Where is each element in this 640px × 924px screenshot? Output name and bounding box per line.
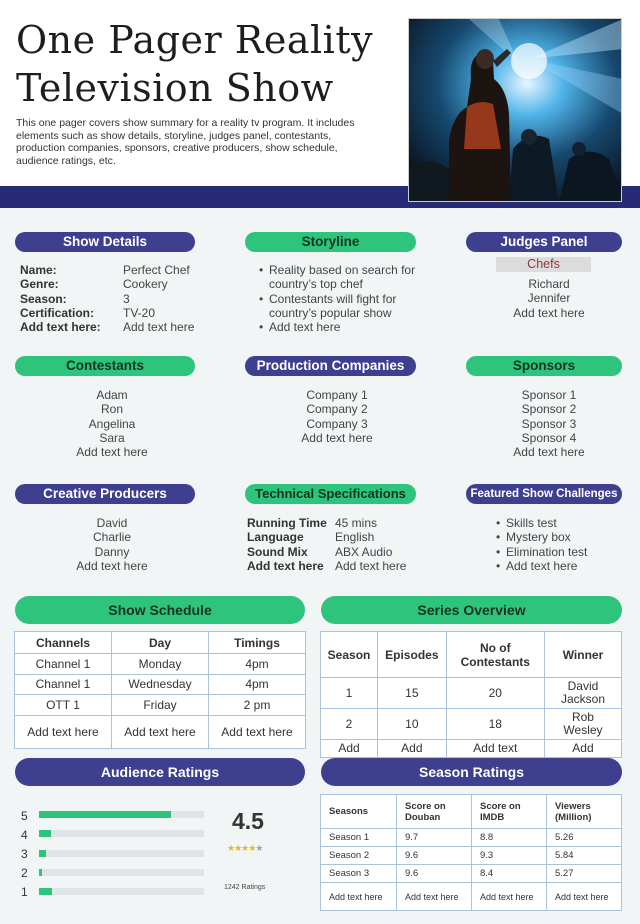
audience-heading: Audience Ratings	[15, 758, 305, 786]
detail-row: Add text here: Add text here	[20, 320, 195, 335]
table-row: Season 1 9.7 8.8 5.26	[321, 829, 622, 847]
list-item: Add text here	[76, 558, 148, 573]
schedule-table	[14, 631, 306, 749]
rating-bar-track	[39, 830, 204, 837]
creative-heading: Creative Producers	[15, 484, 195, 504]
table-row: OTT 1 Friday 2 pm	[15, 695, 306, 716]
list-item: Jennifer	[527, 291, 571, 306]
list-item: Add text here	[76, 445, 148, 460]
table-header: Channels Day Timings	[15, 632, 306, 654]
rating-label: 3	[21, 847, 28, 861]
star-icon: ★	[248, 843, 256, 853]
rating-bar-fill	[39, 850, 46, 857]
list-item: • Add text here	[259, 320, 419, 334]
spec-row: Running Time 45 mins	[247, 516, 378, 530]
rating-bar-fill	[39, 888, 52, 895]
list-item: Ron	[100, 402, 123, 417]
list-item: Company 2	[306, 402, 368, 417]
table-header: Season Episodes No of Contestants Winner	[321, 632, 622, 678]
rating-bar-track	[39, 850, 204, 857]
spec-row: Language English	[247, 530, 375, 545]
table-row: Channel 1 Wednesday 4pm	[15, 674, 306, 695]
star-icon: ★	[255, 843, 263, 853]
rating-bar-fill	[39, 811, 171, 818]
list-item: Company 1	[306, 388, 368, 402]
concert-performer-photo	[408, 18, 622, 202]
storyline-list	[259, 263, 419, 334]
rating-label: 5	[21, 809, 28, 823]
sponsors-list	[466, 388, 632, 459]
rating-bar-fill	[39, 830, 51, 837]
table-row: Channel 1 Monday 4pm	[15, 654, 306, 675]
rating-bar-track	[39, 888, 204, 895]
detail-row: Season: 3	[20, 291, 130, 306]
list-item: Sponsor 1	[521, 388, 577, 402]
list-item: Add text here	[513, 445, 585, 460]
table-row: Add text here Add text here Add text here	[15, 715, 306, 748]
list-item: Add text here	[513, 305, 585, 320]
list-item: • Elimination test	[496, 545, 626, 559]
contestants-heading: Contestants	[15, 356, 195, 376]
table-header: Seasons Score on Douban Score on IMDB Viewers (Million)	[321, 795, 622, 829]
challenges-list	[496, 516, 626, 573]
list-item: Danny	[94, 544, 130, 559]
rating-label: 4	[21, 828, 28, 842]
technical-list	[247, 516, 406, 573]
creative-list	[22, 516, 202, 573]
table-row: Season 2 9.6 9.3 5.84	[321, 847, 622, 865]
list-item: • Mystery box	[496, 530, 626, 544]
star-icon: ★	[241, 843, 249, 853]
rating-label: 2	[21, 866, 28, 880]
page-title: One Pager Reality Television Show	[16, 18, 374, 110]
list-item: Sponsor 2	[521, 402, 577, 417]
list-item: Company 3	[306, 416, 368, 431]
average-score: 4.5	[232, 808, 264, 834]
series-table	[320, 631, 622, 758]
production-list	[247, 388, 427, 445]
rating-bar-track	[39, 869, 204, 876]
storyline-heading: Storyline	[245, 232, 416, 252]
table-row: 1 15 20 David Jackson	[321, 678, 622, 709]
list-item: Sara	[99, 430, 125, 445]
table-row: Add text here Add text here Add text here Add text here	[321, 883, 622, 911]
intro-text: This one pager covers show summary for a reality tv program. It includes elements such as show details, storyline, judges panel, contestants, production companies, sponsors, creative producers, show schedule, audience ratings, etc.	[16, 117, 355, 167]
sponsors-heading: Sponsors	[466, 356, 622, 376]
show-details-heading: Show Details	[15, 232, 195, 252]
list-item: Adam	[96, 388, 128, 402]
list-item: Richard	[528, 277, 570, 291]
series-heading: Series Overview	[321, 596, 622, 624]
star-icon: ★	[227, 843, 235, 853]
schedule-heading: Show Schedule	[15, 596, 305, 624]
list-item: Add text here	[301, 430, 373, 445]
list-item: • Skills test	[496, 516, 626, 530]
table-row: Season 3 9.6 8.4 5.27	[321, 865, 622, 883]
star-icon: ★	[234, 843, 242, 853]
list-item: Sponsor 4	[521, 430, 577, 445]
contestants-list	[22, 388, 202, 459]
list-item: David	[96, 516, 128, 530]
season-ratings-table	[320, 794, 622, 911]
judges-tag: Chefs	[496, 257, 591, 272]
production-heading: Production Companies	[245, 356, 416, 376]
season-ratings-heading: Season Ratings	[321, 758, 622, 786]
detail-row: Name: Perfect Chef	[20, 263, 190, 277]
spec-row: Sound Mix ABX Audio	[247, 544, 393, 559]
spec-row: Add text here Add text here	[247, 558, 407, 573]
rating-bar-fill	[39, 869, 42, 876]
challenges-heading: Featured Show Challenges	[466, 484, 622, 504]
list-item: • Contestants will fight for country’s popular show	[259, 292, 419, 321]
technical-heading: Technical Specifications	[245, 484, 416, 504]
detail-row: Certification: TV-20	[20, 305, 156, 320]
rating-bar-track	[39, 811, 204, 818]
list-item: • Reality based on search for country’s top chef	[259, 263, 419, 292]
ratings-count: 1242 Ratings	[224, 884, 266, 891]
show-details-list	[20, 263, 194, 334]
rating-label: 1	[21, 885, 28, 899]
list-item: Angelina	[88, 416, 136, 431]
detail-row: Genre: Cookery	[20, 277, 168, 292]
list-item: Charlie	[92, 530, 131, 545]
table-row: Add Add Add text Add	[321, 740, 622, 758]
list-item: • Add text here	[496, 559, 626, 573]
judges-heading: Judges Panel	[466, 232, 622, 252]
judges-list	[466, 277, 632, 320]
table-row: 2 10 18 Rob Wesley	[321, 709, 622, 740]
list-item: Sponsor 3	[521, 416, 577, 431]
star-rating	[227, 843, 262, 854]
